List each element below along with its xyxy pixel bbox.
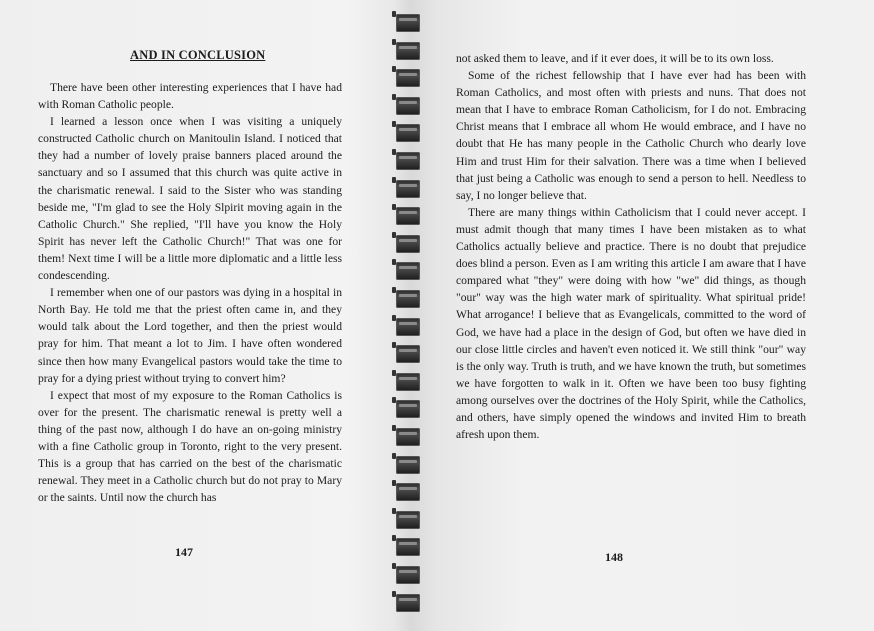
binding-coil bbox=[396, 235, 420, 253]
binding-coil bbox=[396, 318, 420, 336]
binding-coil bbox=[396, 262, 420, 280]
right-page bbox=[440, 0, 874, 631]
binding-coil bbox=[396, 566, 420, 584]
paragraph: I remember when one of our pastors was dying in a hospital in North Bay. He told me that the priest often came in, and they would talk about the Lord together, and then the priest would pray for him. That meant a lot to Jim. I have often wondered since then how many Evangelical pastors would take the time to pray for a dying priest without trying to convert him? bbox=[38, 286, 342, 385]
binding-coil bbox=[396, 345, 420, 363]
binding-coil bbox=[396, 456, 420, 474]
binding-coil bbox=[396, 483, 420, 501]
binding-coil bbox=[396, 180, 420, 198]
left-page bbox=[0, 0, 380, 631]
chapter-heading: AND IN CONCLUSION bbox=[130, 48, 266, 62]
page-number-left: 147 bbox=[175, 545, 193, 559]
binding-coil bbox=[396, 400, 420, 418]
binding-coil bbox=[396, 373, 420, 391]
binding-coil bbox=[396, 594, 420, 612]
binding-coil bbox=[396, 69, 420, 87]
binding-coil bbox=[396, 152, 420, 170]
binding-coil bbox=[396, 538, 420, 556]
paragraph: not asked them to leave, and if it ever does, it will be to its own loss. bbox=[456, 52, 774, 65]
binding-coil bbox=[396, 290, 420, 308]
paragraph: I learned a lesson once when I was visiting a uniquely constructed Catholic church on Manitoulin Island. I noticed that they had a number of lovely praise banners placed around the sanctuary and so I assumed that this church was quite active in the charismatic renewal. I said to the Sister who was standing beside me, "I'm glad to see the Holy Slpirit moving again in the Catholic Church." She replied, "I'll have you know the Holy Spirit has never left the Catholic Church!" That was one for them! Next time I will be a little more diplomatic and a little less condescending. bbox=[38, 115, 342, 283]
binding-coil bbox=[396, 511, 420, 529]
right-page-text bbox=[456, 50, 806, 443]
page-number-right: 148 bbox=[605, 550, 623, 564]
paragraph: There have been other interesting experiences that I have had with Roman Catholic people. bbox=[38, 81, 342, 112]
binding-coil bbox=[396, 14, 420, 32]
paragraph: There are many things within Catholicism that I could never accept. I must admit though that many times I have been mistaken as to what Catholics actually believe and practice. There is no doubt that prejudice does blind a person. Even as I am writing this article I am aware that I have compared what "they" were doing with how "we" did things, as though "our" way was the high water mark of spirituality. What spiritual pride! What arrogance! I believe that as Evangelicals, committed to the word of God, we have had a place in the design of God, but often we have died in our close little circles and haven't even noticed it. We still think "our" way is the only way. Truth is truth, and we have known the truth, but sometimes we have forgotten to walk in it. Often we have been too busy fighting among ourselves over the doctrines of the Holy Spirit, while the Catholics, and others, have simply opened the windows and invited Him to breath afresh upon them. bbox=[456, 205, 806, 442]
binding-coil bbox=[396, 124, 420, 142]
paragraph: I expect that most of my exposure to the Roman Catholics is over for the present. The charismatic renewal is pretty well a thing of the past now, although I do have an on-going ministry with a fine Catholic group in Toronto, right to the very present. This is a group that has carried on the best of the charismatic renewal. They meet in a Catholic church but do not pray to Mary or the saints. Until now the church has bbox=[38, 388, 342, 505]
binding-coil bbox=[396, 42, 420, 60]
binding-coil bbox=[396, 428, 420, 446]
binding-coil bbox=[396, 207, 420, 225]
spiral-binding bbox=[396, 14, 420, 626]
paragraph: Some of the richest fellowship that I have ever had has been with Roman Catholics, and most often with priests and nuns. That does not mean that I have to embrace Roman Catholicism, for I do not. Embracing Christ means that I embrace all whom He would embrace, and I have no doubt that He has many people in the Catholic Church who dearly love Him and trust Him for their salvation. There was a time when I believed that just being a Catholic was enough to send a person to hell. Needless to say, I no longer believe that. bbox=[456, 69, 806, 202]
left-page-text bbox=[38, 79, 342, 506]
binding-coil bbox=[396, 97, 420, 115]
